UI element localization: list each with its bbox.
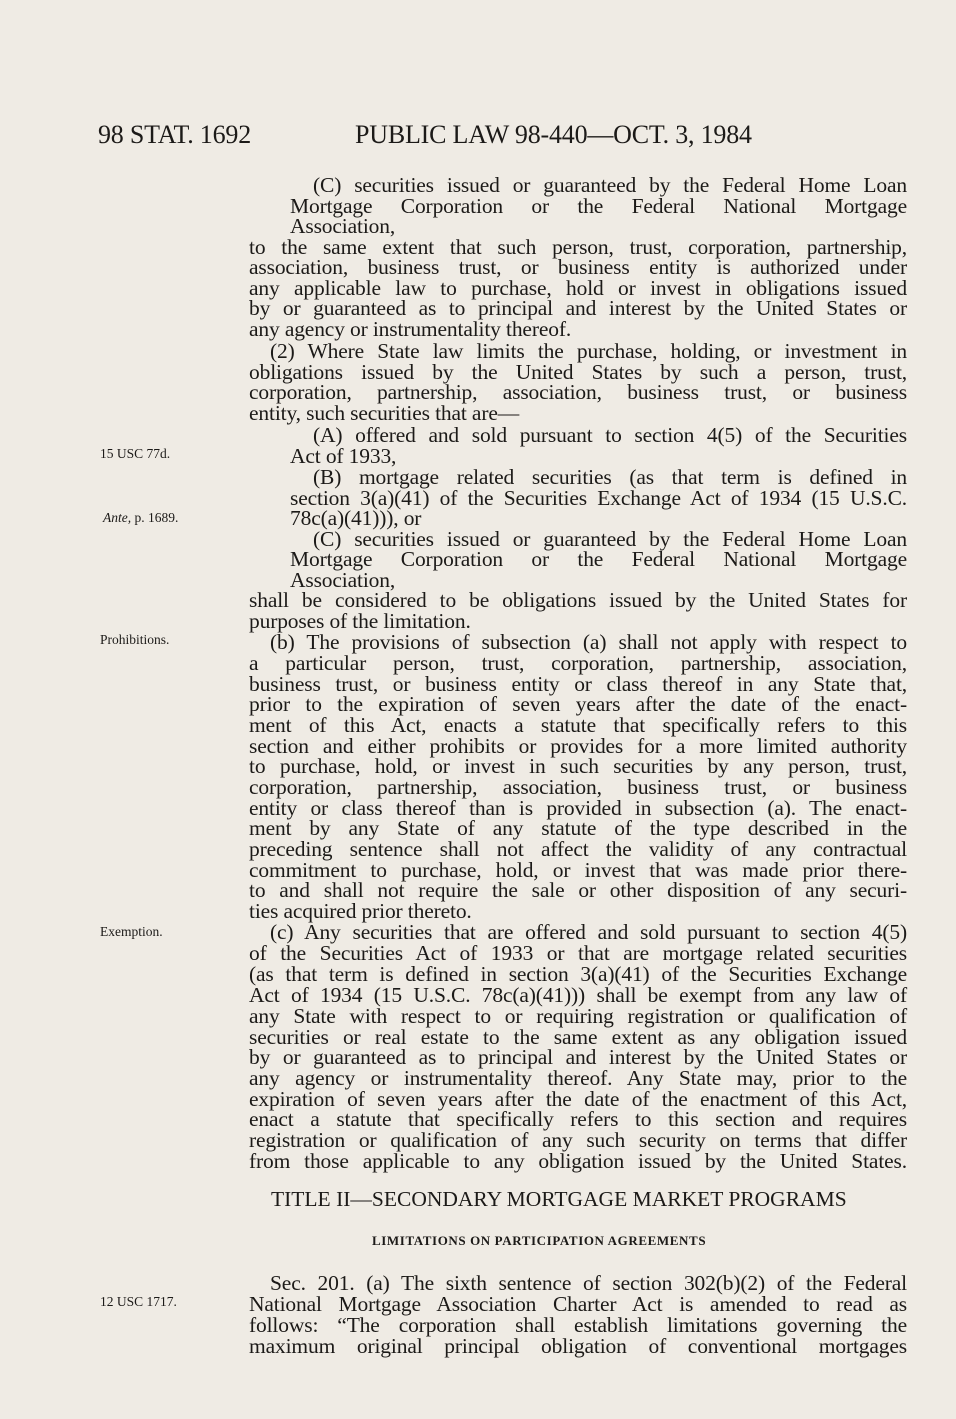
body-line: preceding sentence shall not affect the validity of any contractual <box>249 837 907 861</box>
body-line: any agency or instrumentality thereof. <box>249 317 572 341</box>
body-line: Act of 1933, <box>290 444 397 468</box>
body-line: 78c(a)(41))), or <box>290 506 422 530</box>
body-line: of the Securities Act of 1933 or that are mortgage related securities <box>249 941 907 965</box>
margin-note-exemption: Exemption. <box>100 924 163 939</box>
body-line: any applicable law to purchase, hold or invest in obligations issued <box>249 276 907 300</box>
body-line: registration or qualification of any such security on terms that differ <box>249 1128 907 1152</box>
body-line: a particular person, trust, corporation, partnership, association, <box>249 651 907 675</box>
body-line: securities or real estate to the same extent as any obligation issued <box>249 1025 907 1049</box>
body-line: entity or class thereof than is provided in subsection (a). The enact- <box>249 796 907 820</box>
title-heading: TITLE II—SECONDARY MORTGAGE MARKET PROGRAMS <box>271 1187 847 1211</box>
body-line: Association, <box>290 568 396 592</box>
body-line: (2) Where State law limits the purchase, holding, or investment in <box>270 339 907 363</box>
body-line: enact a statute that specifically refers to this section and requires <box>249 1107 907 1131</box>
body-line: association, business trust, or business entity is authorized under <box>249 255 907 279</box>
body-line: to and shall not require the sale or other disposition of any securi- <box>249 878 907 902</box>
margin-note-prohibitions: Prohibitions. <box>100 632 170 647</box>
body-line: (C) securities issued or guaranteed by the Federal Home Loan <box>313 173 907 197</box>
body-line: Mortgage Corporation or the Federal National Mortgage <box>290 547 907 571</box>
body-line: any agency or instrumentality thereof. Any State may, prior to the <box>249 1066 907 1090</box>
body-line: ment by any State of any statute of the type described in the <box>249 816 907 840</box>
body-line: section and either prohibits or provides for a more limited authority <box>249 734 907 758</box>
section-subheading: LIMITATIONS ON PARTICIPATION AGREEMENTS <box>372 1233 707 1248</box>
margin-note-12-usc-1717: 12 USC 1717. <box>100 1294 177 1309</box>
body-line: purposes of the limitation. <box>249 609 471 633</box>
body-line: obligations issued by the United States by such a person, trust, <box>249 360 907 384</box>
body-line: commitment to purchase, hold, or invest that was made prior there- <box>249 858 907 882</box>
body-line: to purchase, hold, or invest in such securities by any person, trust, <box>249 754 907 778</box>
body-line: by or guaranteed as to principal and interest by the United States or <box>249 296 907 320</box>
body-line: any State with respect to or requiring registration or qualification of <box>249 1004 907 1028</box>
section-line: maximum original principal obligation of conventional mortgages <box>249 1334 907 1358</box>
body-line: Association, <box>290 214 396 238</box>
margin-note-ante <box>103 510 178 526</box>
body-line: (B) mortgage related securities (as that term is defined in <box>313 465 907 489</box>
body-line: shall be considered to be obligations issued by the United States for <box>249 588 907 612</box>
body-line: prior to the expiration of seven years after the date of the enact- <box>249 692 907 716</box>
body-line: (as that term is defined in section 3(a)(41) of the Securities Exchange <box>249 962 907 986</box>
body-line: section 3(a)(41) of the Securities Exchange Act of 1934 (15 U.S.C. <box>290 486 907 510</box>
body-line: (c) Any securities that are offered and sold pursuant to section 4(5) <box>270 920 907 944</box>
body-line: entity, such securities that are— <box>249 401 520 425</box>
body-line: Act of 1934 (15 U.S.C. 78c(a)(41))) shall be exempt from any law of <box>249 983 907 1007</box>
body-line: corporation, partnership, association, business trust, or business <box>249 380 907 404</box>
body-line: by or guaranteed as to principal and interest by the United States or <box>249 1045 907 1069</box>
page-reference: 98 STAT. 1692 <box>98 120 252 149</box>
running-head: PUBLIC LAW 98-440—OCT. 3, 1984 <box>355 120 752 149</box>
body-line: (b) The provisions of subsection (a) shall not apply with respect to <box>270 630 907 654</box>
margin-note-ante-page: p. 1689. <box>134 510 179 525</box>
body-line: expiration of seven years after the date of the enactment of this Act, <box>249 1087 907 1111</box>
body-line: Mortgage Corporation or the Federal National Mortgage <box>290 194 907 218</box>
body-line: ment of this Act, enacts a statute that specifically refers to this <box>249 713 907 737</box>
section-line: follows: “The corporation shall establish limitations governing the <box>249 1313 907 1337</box>
body-line: corporation, partnership, association, business trust, or business <box>249 775 907 799</box>
body-line: (C) securities issued or guaranteed by the Federal Home Loan <box>313 527 907 551</box>
body-line: ties acquired prior thereto. <box>249 899 472 923</box>
section-line: National Mortgage Association Charter Act is amended to read as <box>249 1292 907 1316</box>
margin-note-15-usc-77d: 15 USC 77d. <box>100 446 171 461</box>
body-line: from those applicable to any obligation issued by the United States. <box>249 1149 907 1173</box>
body-line: (A) offered and sold pursuant to section 4(5) of the Securities <box>313 423 907 447</box>
section-line: Sec. 201. (a) The sixth sentence of section 302(b)(2) of the Federal <box>270 1271 907 1295</box>
body-line: to the same extent that such person, trust, corporation, partnership, <box>249 235 907 259</box>
body-line: business trust, or business entity or class thereof in any State that, <box>249 672 907 696</box>
margin-note-ante-label: Ante, <box>103 510 132 525</box>
